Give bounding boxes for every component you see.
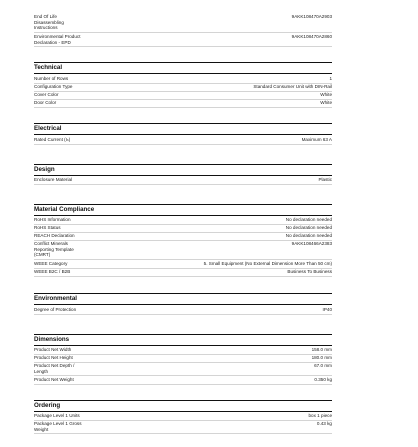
spec-value: 180.0 mm <box>311 355 332 360</box>
spec-label: Conflict Minerals Reporting Template (CMRT) <box>34 241 74 258</box>
spec-label: RoHS Information <box>34 217 71 222</box>
spec-row <box>34 307 332 315</box>
spec-row <box>34 137 332 145</box>
spec-label: RoHS Status <box>34 225 61 230</box>
document-link-row <box>34 14 332 33</box>
spec-label: Cover Color <box>34 92 59 97</box>
spec-label: Product Net Depth / Length <box>34 363 75 374</box>
section-title: Material Compliance <box>34 206 95 213</box>
spec-value: Business To Business <box>287 269 332 274</box>
spec-value: No declaration needed <box>285 217 332 222</box>
spec-row <box>34 92 332 100</box>
spec-row <box>34 413 332 421</box>
spec-label: Rated Current (Iₙ) <box>34 137 71 142</box>
spec-row <box>34 347 332 355</box>
section-title-underline <box>34 73 332 74</box>
spec-label: Product Net Weight <box>34 377 74 382</box>
spec-row <box>34 100 332 108</box>
spec-value: 158.0 mm <box>311 347 332 352</box>
spec-row <box>34 269 332 277</box>
section-divider <box>34 123 332 124</box>
spec-value: box 1 piece <box>308 413 332 418</box>
spec-label: Environmental Product Declaration - EPD <box>34 34 81 45</box>
spec-row <box>34 363 332 376</box>
spec-value: 0.350 kg <box>314 377 332 382</box>
spec-value: Plastic <box>318 177 332 182</box>
spec-row <box>34 355 332 363</box>
spec-row <box>34 76 332 84</box>
spec-label: Door Color <box>34 100 57 105</box>
section-divider <box>34 204 332 205</box>
section-title: Ordering <box>34 402 61 409</box>
section-divider <box>34 400 332 401</box>
spec-label: Package Level 1 Gross Weight <box>34 421 82 432</box>
spec-label: REACH Declaration <box>34 233 75 238</box>
spec-value: 5. Small Equipment (No External Dimension More Than 50 cm) <box>203 261 332 266</box>
spec-row <box>34 241 332 260</box>
spec-value: White <box>320 100 332 105</box>
section-title-underline <box>34 215 332 216</box>
spec-row <box>34 225 332 233</box>
spec-value: 0.43 kg <box>316 421 332 426</box>
spec-value: Standard Consumer Unit with DIN-Rail <box>253 84 332 89</box>
spec-row <box>34 377 332 385</box>
spec-label: Degree of Protection <box>34 307 77 312</box>
spec-label: Product Net Width <box>34 347 72 352</box>
section-title: Electrical <box>34 125 62 132</box>
spec-value: White <box>320 92 332 97</box>
section-title-underline <box>34 345 332 346</box>
spec-label: Enclosure Material <box>34 177 73 182</box>
spec-value: 1 <box>329 76 332 81</box>
spec-row <box>34 261 332 269</box>
spec-label: Package Level 1 Units <box>34 413 80 418</box>
section-divider <box>34 293 332 294</box>
section-title: Design <box>34 166 55 173</box>
section-divider <box>34 334 332 335</box>
spec-row <box>34 217 332 225</box>
section-divider <box>34 164 332 165</box>
spec-value: 67.0 mm <box>314 363 332 368</box>
spec-row <box>34 84 332 92</box>
spec-value: 9AKK108470A2860 <box>291 34 332 39</box>
spec-label: Product Net Height <box>34 355 73 360</box>
section-title-underline <box>34 304 332 305</box>
spec-value: IP40 <box>322 307 332 312</box>
section-title-underline <box>34 134 332 135</box>
spec-label: End Of Life Disassembling Instructions <box>34 14 64 31</box>
section-title-underline <box>34 175 332 176</box>
spec-label: WEEE B2C / B2B <box>34 269 71 274</box>
section-title: Dimensions <box>34 336 70 343</box>
spec-value: 9AKK108466A2383 <box>291 241 332 246</box>
section-title: Technical <box>34 64 63 71</box>
spec-value: 9AKK108470A2903 <box>291 14 332 19</box>
spec-value: No declaration needed <box>285 233 332 238</box>
document-link-row <box>34 34 332 47</box>
spec-label: WEEE Category <box>34 261 68 266</box>
spec-label: Number of Rows <box>34 76 69 81</box>
section-title-underline <box>34 411 332 412</box>
spec-label: Configuration Type <box>34 84 73 89</box>
section-title: Environmental <box>34 295 77 302</box>
section-divider <box>34 62 332 63</box>
spec-row <box>34 233 332 241</box>
spec-row <box>34 421 332 434</box>
spec-value: Maximum 63 A <box>301 137 332 142</box>
spec-value: No declaration needed <box>285 225 332 230</box>
spec-row <box>34 177 332 185</box>
